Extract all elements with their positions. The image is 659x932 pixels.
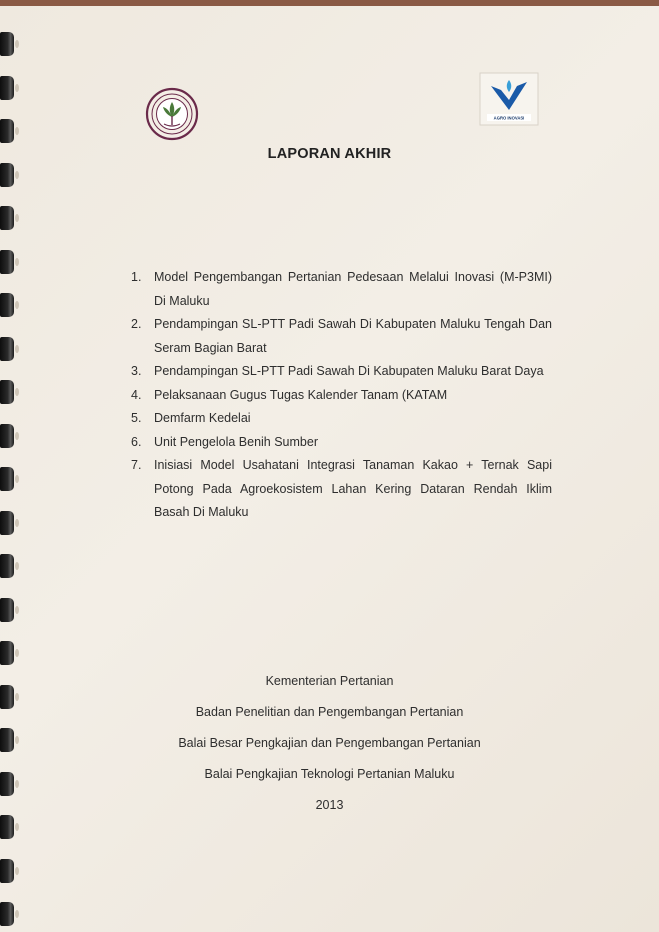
binding-ring (0, 206, 14, 230)
binding-ring (0, 119, 14, 143)
center-name: Balai Besar Pengkajian dan Pengembangan Pertanian (178, 736, 481, 750)
binding-ring (0, 902, 14, 926)
agro-inovasi-logo-label: AGRO INOVASI (493, 115, 525, 121)
item-number: 6. (131, 434, 142, 449)
binding-ring (0, 554, 14, 578)
item-number: 5. (131, 411, 142, 425)
item-number: 3. (131, 364, 142, 378)
item-text: Unit Pengelola Benih Sumber (154, 434, 318, 449)
binding-ring (0, 76, 14, 100)
binding-ring (0, 511, 14, 535)
list-item (131, 384, 552, 408)
binding-ring (0, 250, 14, 274)
item-text: Pendampingan SL-PTT Padi Sawah Di Kabupaten Maluku Tengah Dan Seram Bagian Barat (154, 317, 552, 355)
item-number: 2. (131, 317, 142, 331)
list-item (131, 431, 552, 455)
binding-ring (0, 163, 14, 187)
item-number: 1. (131, 270, 142, 284)
agency-name: Badan Penelitian dan Pengembangan Pertanian (195, 705, 464, 719)
binding-ring (0, 467, 14, 491)
publisher-block (0, 672, 659, 827)
binding-ring (0, 293, 14, 317)
item-number: 7. (131, 458, 142, 472)
item-number: 4. (131, 387, 142, 402)
institution-seal-logo (145, 87, 199, 141)
binding-ring (0, 32, 14, 56)
list-item (131, 313, 552, 360)
list-item (131, 407, 552, 431)
list-item (131, 266, 552, 313)
binding-ring (0, 380, 14, 404)
list-item (131, 454, 552, 525)
list-item (131, 360, 552, 384)
binding-ring (0, 859, 14, 883)
item-text: Model Pengembangan Pertanian Pedesaan Melalui Inovasi (M-P3MI) Di Maluku (154, 270, 552, 308)
binding-ring (0, 337, 14, 361)
item-text: Pelaksanaan Gugus Tugas Kalender Tanam (KATAM (154, 387, 448, 402)
binding-ring (0, 598, 14, 622)
report-title: LAPORAN AKHIR (267, 146, 392, 162)
publication-year: 2013 (315, 798, 344, 812)
item-text: Demfarm Kedelai (154, 411, 251, 425)
activity-list (131, 266, 552, 525)
institute-name: Balai Pengkajian Teknologi Pertanian Maluku (204, 767, 455, 781)
agro-inovasi-logo (479, 72, 539, 126)
binding-ring (0, 424, 14, 448)
item-text: Inisiasi Model Usahatani Integrasi Tanaman Kakao + Ternak Sapi Potong Pada Agroekosistem Lahan Kering Dataran Rendah Iklim Basah Di Maluku (154, 458, 552, 519)
item-text: Pendampingan SL-PTT Padi Sawah Di Kabupaten Maluku Barat Daya (154, 364, 544, 378)
binding-ring (0, 641, 14, 665)
ministry-name: Kementerian Pertanian (265, 674, 394, 688)
background-edge (0, 0, 659, 6)
